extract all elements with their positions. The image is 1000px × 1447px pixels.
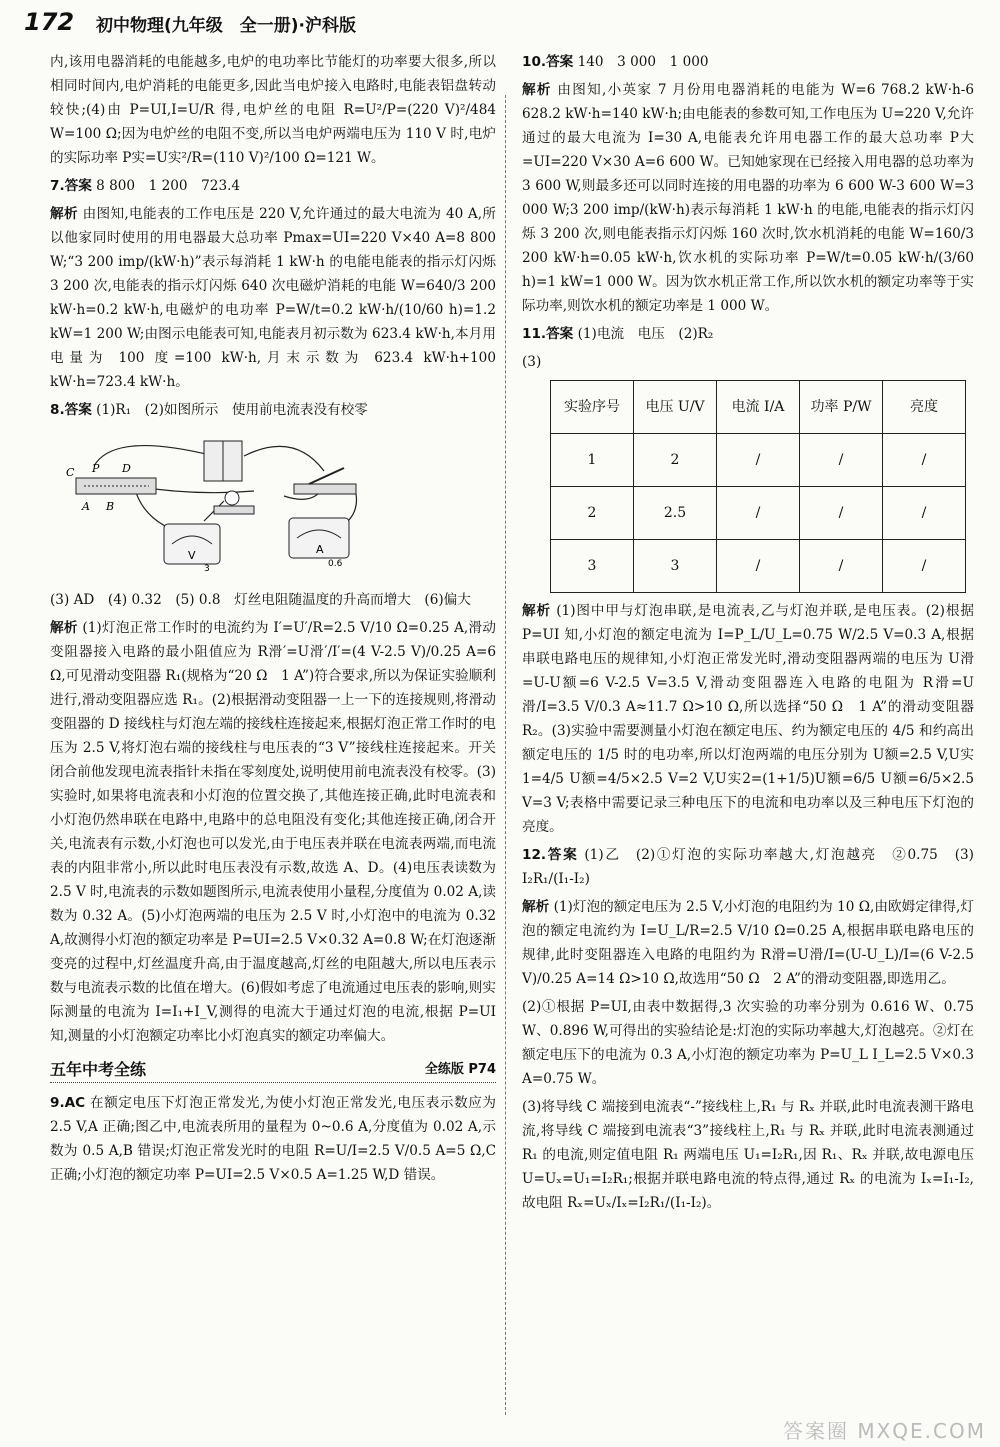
q12-explanation: 解析 (1)灯泡的额定电压为 2.5 V,小灯泡的电阻约为 10 Ω,由欧姆定律得,灯泡的额定电流约为 I=U_L/R=2.5 V/10 Ω=0.25 A,根据串联电路电压的规律,此时变阻器连入电路的电阻约为 R滑=U滑/I=(U-U_L)/I=(6 V-2.5 V)/0.25 A=14 Ω>10 Ω,故选用“50 Ω 2 A”的滑动变阻器,即选用乙。 [522,899,974,987]
table-header-cell: 电流 I/A [717,381,800,434]
q7-answer: 8 800 1 200 723.4 [96,178,241,194]
ammeter-terminal-06: 0.6 [328,559,343,569]
section-title: 五年中考全练 [50,1060,147,1079]
q12-explanation-part2: (2)①根据 P=UI,由表中数据得,3 次实验的功率分别为 0.616 W、0.75 W、0.896 W,可得出的实验结论是:灯泡的实际功率越大,灯泡越亮。②灯在额定电压下的电流为 0.3 A,小灯泡的额定功率为 P=U_L I_L=2.5 V×0.3 A=0.75 W。 [522,999,974,1087]
rheostat-label-a: A [82,500,90,513]
table-cell: 2 [551,487,634,540]
lamp [225,491,239,505]
q12-explanation-part3: (3)将导线 C 端接到电流表“-”接线柱上,R₁ 与 Rₓ 并联,此时电流表测干路电流,将导线 C 端接到电流表“3”接线柱上,R₁ 与 Rₓ 并联,此时电流表测通过 R₁ 的电流,则定值电阻 R₁ 两端电压 U₁=I₂R₁,因 R₁、Rₓ 并联,故电源电压 U=Uₓ=U₁=I₂R₁;根据并联电路电流的特点得,通过 Rₓ 的电流为 Iₓ=I₁-I₂,故电阻 Rₓ=Uₓ/Iₓ=I₂R₁/(I₁-I₂)。 [522,1099,974,1211]
question-8: 8.答案 (1)R₁ (2)如图所示 使用前电流表没有校零 [50,402,368,418]
q10-explanation: 解析 由图知,小英家 7 月份用电器消耗的电能为 W=6 768.2 kW·h-6 628.2 kW·h=140 kW·h;由电能表的参数可知,工作电压为 U=220 V,允许通过的最大电流为 I=30 A,电能表允许用电器工作的最大总功率 P大=UI=220 V×30 A=6 600 W。已知她家现在已经接入用电器的总功率为 3 600 W,则最多还可以同时连接的用电器的功率为 6 600 W-3 600 W=3 000 W;3 200 imp/(kW·h)表示每消耗 1 kW·h 的电能,电能表的指示灯闪烁 3 200 次,则电能表指示灯闪烁 160 次时,饮水机消耗的电能 W=160/3 200 kW·h=0.05 kW·h,饮水机的实际功率 P=W/t=0.05 kW·h/(3/60 h)=1 kW=1 000 W。因为饮水机正常工作,所以饮水机的额定功率等于实际功率,则饮水机的额定功率是 1 000 W。 [522,82,975,314]
book-title: 初中物理(九年级 全一册)·沪科版 [96,16,356,36]
table-header-row [551,381,966,434]
continued-paragraph: 内,该用电器消耗的电能越多,电炉的电功率比节能灯的功率要大很多,所以相同时间内,电炉消耗的电能更多,因此当电炉接入电路时,电能表铝盘转动较快;(4)由 P=UI,I=U/R 得,电炉丝的电阻 R=U²/P=(220 V)²/484 W=100 Ω;因为电炉丝的电阻不变,所以当电炉两端电压为 110 V 时,电炉的实际功率 P实=U实²/R=(110 V)²/100 Ω=121 W。 [50,54,496,166]
table-row [551,434,966,487]
q8-explanation: 解析 (1)灯泡正常工作时的电流约为 I′=U′/R=2.5 V/10 Ω=0.25 A,滑动变阻器接入电路的最小阻值应为 R滑′=U滑′/I′=(4 V-2.5 V)/0.25 A=6 Ω,可见滑动变阻器 R₁(规格为“20 Ω 1 A”)符合要求,所以为保证实验顺利进行,滑动变阻器应选 R₁。(2)根据滑动变阻器一上一下的连接规则,将滑动变阻器的 D 接线柱与灯泡左端的接线柱连接起来,根据灯泡正常工作时的电压为 2.5 V,将灯泡右端的接线柱与电压表的“3 V”接线柱连接起来。开关闭合前他发现电流表指针未指在零刻度处,说明使用前电流表没有校零。(3)实验时,如果将电流表和小灯泡的位置交换了,其他连接正确,此时电流表和小灯泡仍然串联在电路中,电路中的总电阻没有变化;其他连接正确,闭合开关,电流表有示数,小灯泡也可以发光,由于电压表并联在电流表两端,而电流表的内阻非常小,所以此时电压表没有示数,故选 A、D。(4)电压表读数为 2.5 V 时,电流表的示数如题图所示,电流表使用小量程,分度值为 0.02 A,读数为 0.32 A。(5)小灯泡两端的电压为 2.5 V 时,小灯泡中的电流为 0.32 A,故测得小灯泡的额定功率是 P=UI=2.5 V×0.32 A=0.8 W;在灯泡逐渐变亮的过程中,灯丝温度升高,由于温度越高,灯丝的电阻越大,所以电压表示数与电流表示数的比值在增大。(6)假如考虑了电流通过电压表的影响,则实际测量的电流为 I=I₁+I_V,测得的电流大于通过灯泡的电流,根据 P=UI 知,测量的小灯泡额定功率比小灯泡真实的额定功率偏大。 [50,620,496,1044]
table-cell: / [883,434,966,487]
page-number: 172 [24,8,75,36]
rheostat-label-p: P [92,462,100,475]
table-cell: / [800,434,883,487]
table-cell: / [800,540,883,593]
question-10: 10.答案 140 3 000 1 000 [522,54,709,70]
table-row [551,540,966,593]
table-cell: 2.5 [634,487,717,540]
table-header-cell: 电压 U/V [634,381,717,434]
question-7: 7.答案 8 800 1 200 723.4 [50,178,241,194]
question-11: 11.答案 (1)电流 电压 (2)R₂ [522,326,714,342]
page-header [18,8,982,38]
switch [294,484,356,494]
table-header-cell: 亮度 [883,381,966,434]
column-divider [505,95,506,1415]
voltmeter-terminal-3: 3 [204,564,210,574]
table-cell: / [717,540,800,593]
table-header-cell: 功率 P/W [800,381,883,434]
voltmeter-label: V [188,549,196,562]
q11-explanation: 解析 (1)图中甲与灯泡串联,是电流表,乙与灯泡并联,是电压表。(2)根据 P=UI 知,小灯泡的额定电流为 I=P_L/U_L=0.75 W/2.5 V=0.3 A,根据串联电路电压的规律知,小灯泡正常发光时,滑动变阻器两端的电压为 U滑=U-U额=6 V-2.5 V=3.5 V,滑动变阻器连入电路的电阻为 R滑=U滑/I=3.5 V/0.3 A≈11.7 Ω>10 Ω,所以选择“50 Ω 1 A”的滑动变阻器 R₂。(3)实验中需要测量小灯泡在额定电压、约为额定电压的 4/5 和约高出额定电压的 1/5 时的电功率,所以灯泡两端的电压分别为 U额=2.5 V,U实1=4/5 U额=4/5×2.5 V=2 V,U实2=(1+1/5)U额=6/5 U额=6/5×2.5 V=3 V;表格中需要记录三种电压下的电流和电功率以及三种电压下灯泡的亮度。 [522,603,974,835]
table-cell: 3 [634,540,717,593]
table-cell: 3 [551,540,634,593]
table-cell: / [717,434,800,487]
q8-answer-continued: (3) AD (4) 0.32 (5) 0.8 灯丝电阻随温度的升高而增大 (6)偏大 [50,592,471,608]
table-cell: 2 [634,434,717,487]
q8-answer: (1)R₁ (2)如图所示 使用前电流表没有校零 [96,402,368,418]
table-cell: / [717,487,800,540]
table-row [551,487,966,540]
data-table [550,380,966,593]
question-9: 9.AC 在额定电压下灯泡正常发光,为使小灯泡正常发光,电压表示数应为 2.5 V,A 正确;图乙中,电流表所用的量程为 0~0.6 A,分度值为 0.02 A,示数为 0.5 A,B 错误;灯泡正常发光时的电阻 R=U/I=2.5 V/0.5 A=5 Ω,C 正确;小灯泡的额定功率 P=UI=2.5 V×0.5 A=1.25 W,D 错误。 [50,1095,497,1183]
left-column [50,50,496,1191]
rheostat-label-b: B [106,500,115,513]
section-header [50,1058,496,1083]
table-cell: / [883,487,966,540]
circuit-figure [54,426,496,584]
rheostat-label-d: D [122,462,131,475]
right-column [522,50,974,1219]
circuit-diagram [54,426,374,576]
q11-subpart: (3) [522,354,542,370]
watermark-logo: 答案圈 MXQE.COM [782,1419,986,1443]
rheostat-label-c: C [66,466,75,479]
section-reference: 全练版 P74 [424,1062,496,1077]
table-cell: / [883,540,966,593]
question-12: 12.答案 (1)乙 (2)①灯泡的实际功率越大,灯泡越亮 ②0.75 (3) I₂R₁/(I₁-I₂) [522,847,974,887]
table-cell: / [800,487,883,540]
q7-explanation: 解析 由图知,电能表的工作电压是 220 V,允许通过的最大电流为 40 A,所以他家同时使用的用电器最大总功率 Pmax=UI=220 V×40 A=8 800 W;“3 200 imp/(kW·h)”表示每消耗 1 kW·h 的电能电能表的指示灯闪烁 3 200 次,电能表的指示灯闪烁 640 次电磁炉消耗的电能 W=640/3 200 kW·h=0.2 kW·h,电磁炉的电功率 P=W/t=0.2 kW·h/(10/60 h)=1.2 kW=1 200 W;由图示电能表可知,电能表月初示数为 623.4 kW·h,本月用电量为 100 度=100 kW·h,月末示数为 623.4 kW·h+100 kW·h=723.4 kW·h。 [50,206,497,390]
ammeter-label: A [316,543,324,556]
table-header-cell: 实验序号 [551,381,634,434]
table-cell: 1 [551,434,634,487]
